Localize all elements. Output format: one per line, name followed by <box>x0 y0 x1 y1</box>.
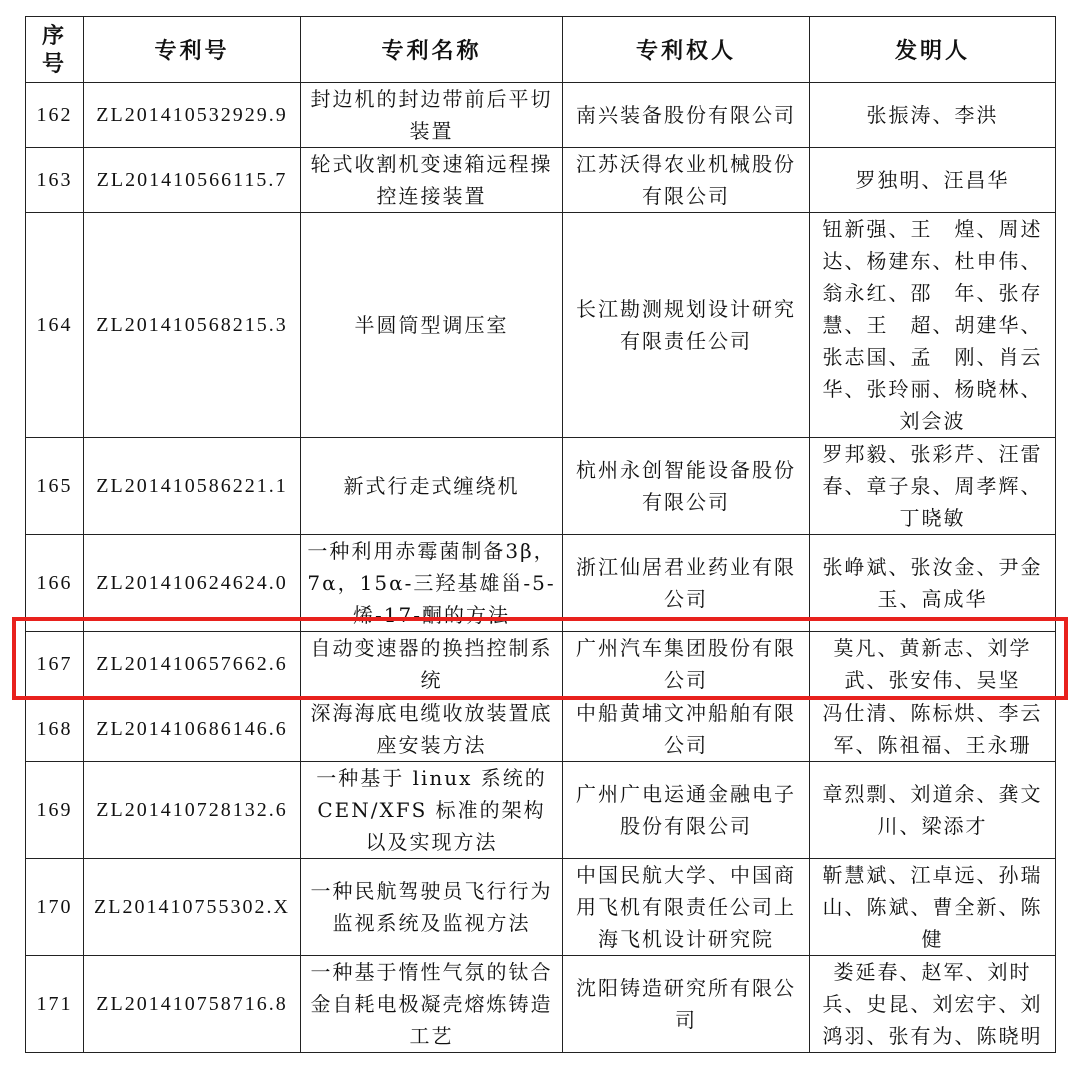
cell-inventors: 张振涛、李洪 <box>810 83 1056 148</box>
cell-patentee: 中船黄埔文冲船舶有限公司 <box>563 697 810 762</box>
cell-patent-name: 自动变速器的换挡控制系统 <box>301 632 563 697</box>
cell-patentee: 中国民航大学、中国商用飞机有限责任公司上海飞机设计研究院 <box>563 859 810 956</box>
cell-patent-number: ZL201410586221.1 <box>84 438 301 535</box>
cell-no: 164 <box>26 213 84 438</box>
cell-patent-number: ZL201410728132.6 <box>84 762 301 859</box>
cell-no: 168 <box>26 697 84 762</box>
cell-patentee: 南兴装备股份有限公司 <box>563 83 810 148</box>
cell-patentee: 浙江仙居君业药业有限公司 <box>563 535 810 632</box>
table-row <box>26 956 1056 1053</box>
header-inventors: 发明人 <box>810 17 1056 83</box>
cell-patent-name: 轮式收割机变速箱远程操控连接装置 <box>301 148 563 213</box>
cell-patentee: 江苏沃得农业机械股份有限公司 <box>563 148 810 213</box>
cell-patent-name: 一种利用赤霉菌制备3β，7α，15α-三羟基雄甾-5-烯-17-酮的方法 <box>301 535 563 632</box>
cell-no: 169 <box>26 762 84 859</box>
cell-no: 162 <box>26 83 84 148</box>
cell-patent-name: 一种基于 linux 系统的CEN/XFS 标准的架构以及实现方法 <box>301 762 563 859</box>
cell-patent-number: ZL201410758716.8 <box>84 956 301 1053</box>
table-row <box>26 632 1056 697</box>
cell-patentee: 广州汽车集团股份有限公司 <box>563 632 810 697</box>
cell-patent-number: ZL201410657662.6 <box>84 632 301 697</box>
table-row <box>26 438 1056 535</box>
header-no: 序号 <box>26 17 84 83</box>
cell-inventors: 罗邦毅、张彩芹、汪雷春、章子泉、周孝辉、丁晓敏 <box>810 438 1056 535</box>
cell-patent-number: ZL201410568215.3 <box>84 213 301 438</box>
header-row <box>26 17 1056 83</box>
cell-no: 163 <box>26 148 84 213</box>
cell-patent-number: ZL201410532929.9 <box>84 83 301 148</box>
cell-inventors: 罗独明、汪昌华 <box>810 148 1056 213</box>
cell-patent-name: 新式行走式缠绕机 <box>301 438 563 535</box>
cell-patent-number: ZL201410566115.7 <box>84 148 301 213</box>
cell-patent-name: 一种民航驾驶员飞行行为监视系统及监视方法 <box>301 859 563 956</box>
cell-inventors: 张峥斌、张汝金、尹金玉、高成华 <box>810 535 1056 632</box>
cell-patent-name: 一种基于惰性气氛的钛合金自耗电极凝壳熔炼铸造工艺 <box>301 956 563 1053</box>
cell-inventors: 靳慧斌、江卓远、孙瑞山、陈斌、曹全新、陈健 <box>810 859 1056 956</box>
header-patent-name: 专利名称 <box>301 17 563 83</box>
cell-patent-name: 深海海底电缆收放装置底座安装方法 <box>301 697 563 762</box>
patent-table <box>25 16 1056 1053</box>
cell-no: 165 <box>26 438 84 535</box>
header-patentee: 专利权人 <box>563 17 810 83</box>
cell-inventors: 娄延春、赵军、刘时兵、史昆、刘宏宇、刘鸿羽、张有为、陈晓明 <box>810 956 1056 1053</box>
cell-inventors: 章烈剽、刘道余、龚文川、梁添才 <box>810 762 1056 859</box>
table-row <box>26 148 1056 213</box>
cell-patent-name: 封边机的封边带前后平切装置 <box>301 83 563 148</box>
cell-no: 170 <box>26 859 84 956</box>
table-row <box>26 535 1056 632</box>
cell-no: 166 <box>26 535 84 632</box>
cell-patent-name: 半圆筒型调压室 <box>301 213 563 438</box>
header-patent-number: 专利号 <box>84 17 301 83</box>
cell-inventors: 钮新强、王 煌、周述达、杨建东、杜申伟、翁永红、邵 年、张存慧、王 超、胡建华、张志国、孟 刚、肖云华、张玲丽、杨晓林、刘会波 <box>810 213 1056 438</box>
cell-no: 171 <box>26 956 84 1053</box>
cell-patentee: 长江勘测规划设计研究有限责任公司 <box>563 213 810 438</box>
cell-patent-number: ZL201410755302.X <box>84 859 301 956</box>
table-row <box>26 83 1056 148</box>
cell-inventors: 冯仕清、陈标烘、李云军、陈祖福、王永珊 <box>810 697 1056 762</box>
cell-patent-number: ZL201410686146.6 <box>84 697 301 762</box>
table-row <box>26 762 1056 859</box>
cell-inventors: 莫凡、黄新志、刘学武、张安伟、吴坚 <box>810 632 1056 697</box>
table-row <box>26 213 1056 438</box>
cell-patentee: 广州广电运通金融电子股份有限公司 <box>563 762 810 859</box>
table-row <box>26 859 1056 956</box>
cell-patentee: 沈阳铸造研究所有限公司 <box>563 956 810 1053</box>
cell-patent-number: ZL201410624624.0 <box>84 535 301 632</box>
table-row <box>26 697 1056 762</box>
cell-no: 167 <box>26 632 84 697</box>
cell-patentee: 杭州永创智能设备股份有限公司 <box>563 438 810 535</box>
